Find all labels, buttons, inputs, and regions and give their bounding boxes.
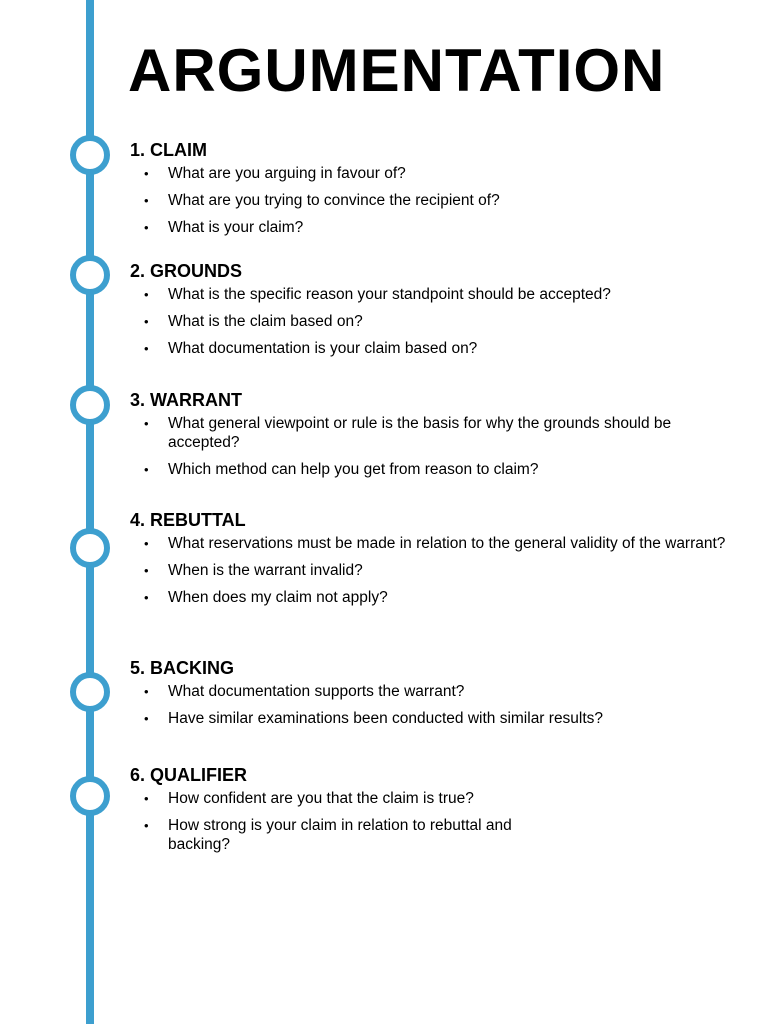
section-claim <box>130 139 730 245</box>
timeline-node-claim <box>70 135 110 175</box>
bullet-icon: • <box>144 536 149 551</box>
question-text: What is the claim based on? <box>168 313 363 330</box>
section-backing <box>130 657 730 736</box>
question-text: How confident are you that the claim is true? <box>168 790 474 807</box>
question-item <box>130 789 730 808</box>
question-text: What are you arguing in favour of? <box>168 165 406 182</box>
question-item <box>130 218 730 237</box>
bullet-icon: • <box>144 416 149 431</box>
question-text: Which method can help you get from reason to claim? <box>168 461 539 478</box>
question-item <box>130 682 730 701</box>
timeline-node-rebuttal <box>70 528 110 568</box>
question-item <box>130 588 730 607</box>
question-item <box>130 561 730 580</box>
question-text: What is your claim? <box>168 219 304 236</box>
section-qualifier <box>130 764 730 862</box>
question-item <box>130 414 730 452</box>
section-rebuttal <box>130 509 730 615</box>
question-list <box>130 789 730 854</box>
section-heading: 6. QUALIFIER <box>130 765 248 785</box>
bullet-icon: • <box>144 220 149 235</box>
question-item <box>130 312 730 331</box>
question-list <box>130 285 730 358</box>
timeline-node-qualifier <box>70 776 110 816</box>
question-text: When does my claim not apply? <box>168 589 388 606</box>
question-text: What general viewpoint or rule is the basis for why the grounds should be accepted? <box>168 415 672 451</box>
question-text: What is the specific reason your standpoint should be accepted? <box>168 286 611 303</box>
bullet-icon: • <box>144 462 149 477</box>
timeline-node-backing <box>70 672 110 712</box>
question-item <box>130 534 730 553</box>
question-item <box>130 339 730 358</box>
question-text: What documentation supports the warrant? <box>168 683 465 700</box>
bullet-icon: • <box>144 818 149 833</box>
question-list <box>130 414 730 479</box>
bullet-icon: • <box>144 341 149 356</box>
bullet-icon: • <box>144 563 149 578</box>
bullet-icon: • <box>144 684 149 699</box>
section-heading: 3. WARRANT <box>130 390 242 410</box>
question-text: Have similar examinations been conducted with similar results? <box>168 710 604 727</box>
question-list <box>130 682 730 728</box>
question-list <box>130 164 730 237</box>
question-item <box>130 164 730 183</box>
timeline-node-warrant <box>70 385 110 425</box>
bullet-icon: • <box>144 791 149 806</box>
bullet-icon: • <box>144 590 149 605</box>
question-item <box>130 460 730 479</box>
section-heading: 2. GROUNDS <box>130 261 243 281</box>
question-text: What reservations must be made in relation to the general validity of the warrant? <box>168 535 726 552</box>
question-item <box>130 709 730 728</box>
question-item <box>130 191 730 210</box>
question-text: How strong is your claim in relation to rebuttal and backing? <box>168 817 512 853</box>
bullet-icon: • <box>144 287 149 302</box>
question-text: What documentation is your claim based on? <box>168 340 478 357</box>
bullet-icon: • <box>144 166 149 181</box>
section-heading: 4. REBUTTAL <box>130 510 246 530</box>
section-heading: 5. BACKING <box>130 658 235 678</box>
timeline-node-grounds <box>70 255 110 295</box>
bullet-icon: • <box>144 193 149 208</box>
question-list <box>130 534 730 607</box>
question-text: What are you trying to convince the recipient of? <box>168 192 500 209</box>
section-warrant <box>130 389 730 487</box>
section-heading: 1. CLAIM <box>130 140 208 160</box>
bullet-icon: • <box>144 314 149 329</box>
question-item <box>130 816 568 854</box>
question-item <box>130 285 730 304</box>
bullet-icon: • <box>144 711 149 726</box>
page-title: ARGUMENTATION <box>128 37 666 104</box>
section-grounds <box>130 260 730 366</box>
question-text: When is the warrant invalid? <box>168 562 363 579</box>
